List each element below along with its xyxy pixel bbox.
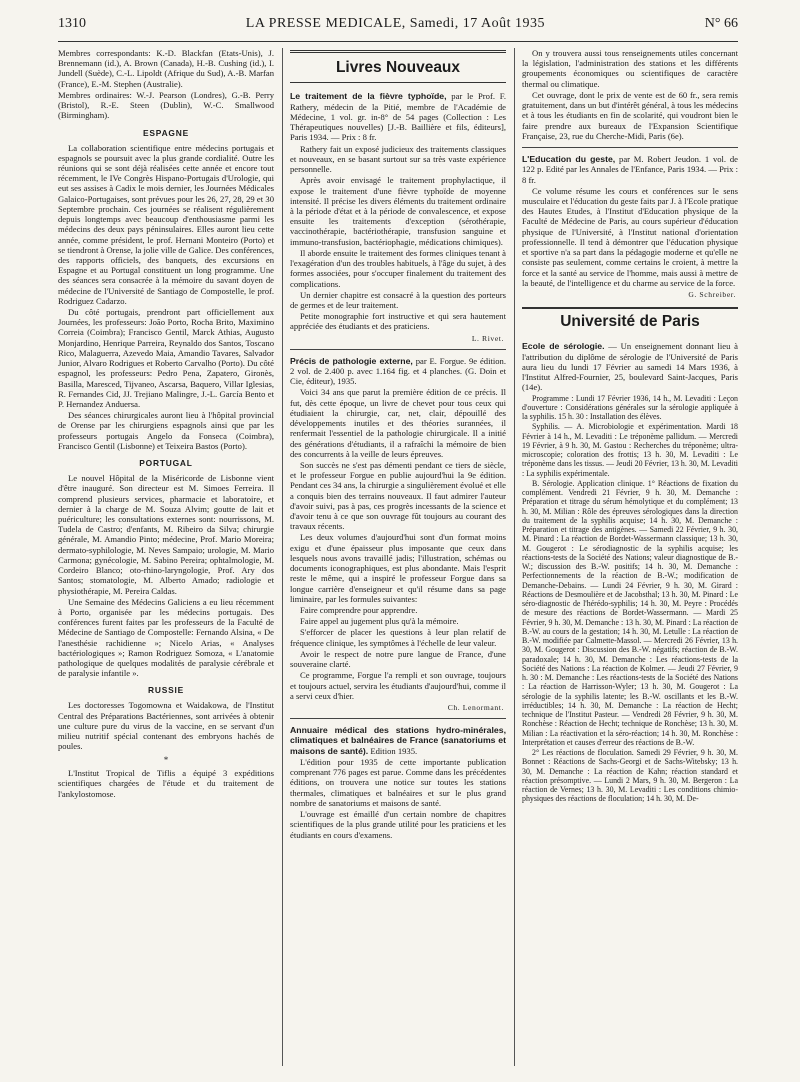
book-citation: par E. Forgue. 9e édition. 2 vol. de 2.400 p. avec 1.164 fig. et 4 planches. (G. Doin et Cie, éditeur), 1935. — [290, 355, 506, 387]
quote-line: Faire comprendre pour apprendre. — [300, 605, 418, 615]
quote-line: Faire appel au jugement plus qu'à la mémoire. — [300, 616, 459, 627]
paragraph: Un dernier chapitre est consacré à la question des porteurs de germes et de leur traitement. — [290, 289, 506, 310]
paragraph: Rathery fait un exposé judicieux des traitements classiques et nouveaux, en se basant surtout sur sa très vaste expérience personnelle. — [290, 143, 506, 175]
paragraph: Des séances chirurgicales auront lieu à l'hôpital provincial de Orense par les chirurgiens espagnols ainsi que par les professeurs portugais Angelo da Fonseca (Coimbra), Francisco Gentil (Lisbonne) et Teixeira Bastos (Porto). — [58, 410, 274, 451]
book-citation: Edition 1935. — [368, 745, 418, 756]
paragraph: Une Semaine des Médecins Galiciens a eu lieu récemment à Porto, organisée par les médecins portugais. Des conférences furent faites par les professeurs de la Faculté de Médecine de Santiago de Compostelle: Fernando Alsina, « De l'anesthésie rachidienne »; Nicelo Arias, « Analyses bactériologiques »; Ramon Rodriguez Somoza, « L'anatomie pathologique de quelques modalités de paralysie cérébrale et de paralysie infantile ». — [58, 596, 274, 679]
book-entry-heading — [522, 154, 738, 185]
paragraph: Après avoir envisagé le traitement prophylactique, il expose le traitement d'une fièvre typhoïde de moyenne intensité. Il précise les divers éléments du traitement ordinaire à la période d'état et à la période de convalescence, et expose ensuite les traitements d'exception (sérothérapie, vaccinothérapie, bactériothérapie, transfusion sanguine et immuno-transfusion, bactériophagie, médications chimiques). — [290, 175, 506, 247]
paragraph: L'Institut Tropical de Tiflis a équipé 3 expéditions scientifiques chargées de l'étude et du traitement de l'ankylostomose. — [58, 768, 274, 799]
asterisk-separator: * — [163, 754, 169, 765]
book-entry-heading — [290, 356, 506, 387]
paragraph: Son succès ne s'est pas démenti pendant ce tiers de siècle, et le professeur Forgue en publie aujourd'hui la 9e édition. Pendant ces 34 ans, la chirurgie a singulièrement évolué et elle a conquis bien des terrains nouveaux. Il faut admirer l'auteur d'avoir suivi, pas à pas, ces progrès incessants de la science et d'avoir tenu à ce que son ouvrage fût toujours au courant des travaux récents. — [290, 459, 506, 532]
ecole-intro: — Un enseignement donnant lieu à l'attribution du diplôme de sérologie de l'Université de Paris aura lieu du lundi 17 Février au samedi 14 Mars 1936, à l'Institut Alfred-Fournier, 25, boulevard Saint-Jacques, Paris (14e). — [522, 341, 738, 393]
divider — [522, 147, 738, 148]
book-title: Précis de pathologie externe, — [290, 355, 413, 366]
paragraph: Les doctoresses Togomowna et Waidakowa, de l'Institut Central des Préparations Bactériennes, sont arrivées à obtenir une culture pure du virus de la vaccine, en se servant d'un milieu nutritif spécial contenant des embryons hachés de poules. — [58, 700, 274, 752]
page-number: 1310 — [58, 16, 86, 31]
page-header — [58, 16, 738, 36]
column-right — [522, 48, 738, 805]
section-banner-livres: Livres Nouveaux — [290, 50, 506, 83]
programme-paragraph: Programme : Lundi 17 Février 1936, 14 h., M. Levaditi : Leçon d'ouverture : Considérations générales sur la sérologie appliquée à la syphilis. 15 h. 30 : Installation des élèves. — [522, 393, 738, 422]
issue-number: N° 66 — [704, 16, 738, 31]
masthead: LA PRESSE MEDICALE, Samedi, 17 Août 1935 — [245, 16, 545, 31]
ecole-heading — [522, 341, 738, 392]
paragraph: Ce programme, Forgue l'a rempli et son ouvrage, toujours et toujours actuel, servira les étudiants d'aujourd'hui, comme il a servi ceux d'hier. — [290, 670, 506, 701]
section-title-russie: RUSSIE — [148, 685, 184, 696]
quote-line: S'efforcer de placer les questions à leur plan relatif de fréquence clinique, les symptômes à l'échelle de leur valeur. — [290, 627, 506, 648]
book-citation: par le Prof. F. Rathery, médecin de la Pitié, membre de l'Académie de Médecine, 1 vol. gr. in-8° de 54 pages (Collection : Les Thérapeutiques nouvelles) [J.-B. Baillière et fils, éditeurs], Paris 1934. — Prix : 8 fr. — [290, 91, 506, 143]
section-title-portugal: PORTUGAL — [139, 458, 193, 469]
paragraph: L'ouvrage est émaillé d'un certain nombre de chapitres scientifiques de la plus grande utilité pour les praticiens et les étudiants en cours d'examens. — [290, 809, 506, 840]
book-entry-heading — [290, 725, 506, 756]
book-title: Le traitement de la fièvre typhoïde, — [290, 91, 447, 102]
section-title-espagne: ESPAGNE — [143, 127, 189, 138]
paragraph: Il aborde ensuite le traitement des formes cliniques tenant à l'exagération d'un des troubles habituels, à l'âge du sujet, à des formes associées, pour s'occuper finalement du traitement des complications. — [290, 247, 506, 289]
ecole-title: Ecole de sérologie. — [522, 341, 605, 352]
divider — [522, 307, 738, 309]
paragraph: Les deux volumes d'aujourd'hui sont d'un format moins exigu et d'une épaisseur plus imposante que ceux dans lesquels nous avons travaillé jadis; l'illustration, schémas ou documents iconographiques, est plus abondante. Mais l'esprit reste le même, qui a inspiré le professeur Forgue dans sa longue carrière d'enseigneur et qu'il résume dans sa page liminaire, par les formules suivantes: — [290, 532, 506, 604]
reviewer-signature: Ch. Lenormant. — [447, 702, 504, 712]
programme-paragraph: 2° Les réactions de floculation. Samedi 29 Février, 9 h. 30, M. Bonnet : Réactions de Sachs-Georgi et de Sachs-Witebsky; 13 h. 30, M. Demanche : La réaction de Kahn; réaction standard et réaction présomptive. — Lundi 2 Mars, 9 h. 30, M. Bergeron : La réaction de Vernes; 13 h. 30, M. Levaditi : Les conditions chimio-physiques des réactions de floculation; 14 h. 30, M. De- — [522, 748, 738, 804]
paragraph: Voici 34 ans que parut la première édition de ce précis. Il fut, dès cette époque, un livre de chevet pour tous ceux qui étudiaient la chirurgie, car, net, clair, dépouillé des développements inutiles et des théories surannées, il renfermait l'essentiel de la pathologie chirurgicale. Il a initié des générations d'étudiants, il a rafraîchi la mémoire de bien des concurrents à la veille de leurs épreuves. — [290, 387, 506, 459]
column-left — [58, 48, 274, 800]
book-title: Annuaire médical des stations hydro-minérales, climatiques et balnéaires de France (sanatoriums et maisons de santé). — [290, 725, 506, 756]
book-entry-heading — [290, 91, 506, 142]
paragraph: Cet ouvrage, dont le prix de vente est de 60 fr., sera remis gratuitement, dans un but d'intérêt général, à tous les médecins et à tous les étudiants en fin de scolarité, qui voudront bien le faire prendre aux bureaux de l'Expansion Scientifique Française, 23, rue du Cherche-Midi, Paris (6e). — [522, 89, 738, 141]
header-rule — [58, 41, 738, 42]
reviewer-signature: G. Schreiber. — [688, 289, 736, 299]
paragraph: Ce volume résume les cours et conférences sur le sens musculaire et l'éducation du geste faits par J. à l'Ecole pratique des Hautes Etudes, à l'Institut d'Education physique de la Faculté de Médecine de Paris, au cours supérieur d'éducation physique de l'Université, à l'Institut national d'orientation professionnelle. Il tend à démontrer que l'éducation physique et sportive n'a sa part dans la pédagogie moderne et qu'elle ne consiste pas seulement, comme certains le croient, à mettre la force et la santé au service de l'homme, mais aussi à mettre de la beauté, de l'intelligence et du charme au service de la force. — [522, 185, 738, 288]
paragraph: On y trouvera aussi tous renseignements utiles concernant la législation, l'administration des stations et les différents groupements économiques ou scientifiques de caractère thermal ou climatique. — [522, 48, 738, 89]
reviewer-signature: L. Rivet. — [471, 333, 504, 343]
paragraph: Le nouvel Hôpital de la Miséricorde de Lisbonne vient d'être inauguré. Son directeur est M. Simoes Ferreira. Il comprend plusieurs services, pharmacie et laboratoire, et dernier à la charge de M. Souza Alvim; goutte de lait et puériculture; les consultations externes sont: nourrissons, M. Tudela de Castro; d'enfants, M. Ribeiro da Silva; chirurgie générale, M. Amandio Pinto; médecine, Prof. Mario Moreira; dermato-syphilologie, M. Neves Sampaio; urologie, M. Mario Carmona; gynécologie, M. Sabino Pereira; ophtalmologie, M. Cordeiro Blanco; oto-rhino-laryngologie, Prof. Ary dos Santos; stomatologie, M. Alberto Amado; radiologie et physiothérapie, M. Pereira Caldas. — [58, 473, 274, 596]
paragraph: Du côté portugais, prendront part officiellement aux Journées, les professeurs: João Porto, Rocha Brito, Maximino Correia (Coimbra); Francisco Gentil, Marck Athias, Augusto Monjardino, Henrique Parreira, Reynaldo dos Santos, Toscano Rico, Malaguerra, Azevedo Maia, Amandio Tavares, Salvador Junior, Alvaro Rodrigues et Roberto Carvalho (Porto). Du côté espagnol, les professeurs: Pedro Pena, Zapatero, Gironès, Basilla, Maresced, Tijvaneo, Ascarsa, Baquero, Villar Iglesias, R. Fernandes Cid, JJ. Trejiano Malingre, J.-L. García Bento et P. Hernandez Anduersa. — [58, 307, 274, 409]
column-middle — [290, 48, 506, 841]
section-banner-universite: Université de Paris — [560, 312, 700, 330]
programme-paragraph: B. Sérologie. Application clinique. 1° Réactions de fixation du complément. Vendredi 21 Février, 9 h. 30, M. Demanche : Préparation et titrage du sérum hémolytique et du complément; 13 h. 30, M. Milian : Rôle des épreuves sérologiques dans la direction du traitement de la syphilis acquise; 14 h. 30, M. Demanche : Préparation et titrage des antigènes. — Samedi 22 Février, 9 h. 30, M. Pinard : La réaction de Bordet-Wassermann classique; 13 h. 30, M. Gougerot : Le sérodiagnostic de la syphilis acquise; les réactions-tests de la Société des Nations; valeur diagnostique de B.-W.; discussion des B.-W. positifs; 14 h. 30, M. Demanche : Perfectionnements de la réaction de B.-W.; modification de Demanche-Debains. — Lundi 24 Février, 9 h. 30, M. Girard : Réactions de Desmoulière et de Jacobsthal; 13 h. 30, M. Pinard : Le séro-diagnostic de l'hérédo-syphilis; 14 h. 30, M. Peyre : Procédés de mesure des réactions de Bordet-Wassermann. — Mardi 25 Février, 9 h. 30, M. Demanche : 13 h. 30, M. Pinard : La réaction de B.-W. au cours de la gestation; 14 h. 30, M. Letulle : La réaction de B.-W. modifiée par Calmette-Massol. — Mercredi 26 Février, 13 h. 30, M. Gougerot : Discussion des B.-W. négatifs; réaction de B.-W. paradoxale; 14 h. 30, M. Demanche : Les réactions-tests de la Société des Nations : La réaction de Kolmer. — Jeudi 27 Février, 9 h. 30 : M. Demanche : Les réactions-tests de la Société des Nations : La réaction de Harrisson-Wyler; 13 h. 30, M. Gougerot : La sérologie de la syphilis latente; les B.-W. oscillants et les B.-W. irréductibles; 14 h. 30, M. Demanche : La réaction de Hecht; technique de l'Institut Pasteur. — Vendredi 28 Février, 9 h. 30, M. Ronchèse : Réaction de Hecht; technique de Ronchèse; 13 h. 30, M. Milian : La réactivation et la séro-réaction; 14 h. 30, M. Ronchèse : Interprétation et causes d'erreur des réactions de B.-W. — [522, 478, 738, 747]
programme-paragraph: Syphilis. — A. Microbiologie et expérimentation. Mardi 18 Février à 14 h., M. Levaditi : Le tréponème pallidum. — Mercredi 19 Février, à 9 h. 30, M. Gastou : Recherches du tréponème; ultra-microscopie; coloration des frottis; 13 h. 30, M. Levaditi : Le tréponème dans les tissus. — Jeudi 20 Février, 13 h. 30, M. Levaditi : La syphilis expérimentale. — [522, 422, 738, 478]
book-citation: par M. Robert Jeudon. 1 vol. de 122 p. Edité par les Annales de l'Enfance, Paris 1934. — Prix : 8 fr. — [522, 153, 738, 185]
book-title: L'Education du geste, — [522, 153, 616, 164]
column-divider-2 — [514, 48, 515, 1066]
membres-correspondants: Membres correspondants: K.-D. Blackfan (Etats-Unis), J. Brennemann (id.), A. Brown (Canada), H.-B. Cushing (id.), I. Jundell (Suède), C.-L. Lipoldt (Afrique du Sud), A.-B. Marfan (France), E.-M. Stephen (Australie). — [58, 48, 274, 89]
membres-ordinaires: Membres ordinaires: W.-J. Pearson (Londres), G.-B. Perry (Bristol), R.-E. Steen (Dublin), W.-C. Smallwood (Birmingham). — [58, 89, 274, 121]
paragraph: La collaboration scientifique entre médecins portugais et espagnols se poursuit avec la plus grande cordialité. Outre les réunions qui se sont déjà réalisées cette année et encore tout récemment, le IVe Congrès Hispano-Portugais d'Urologie, qui eut ses assises à Cadix le mois dernier, les Journées Médicales Galaico-Portugaises, sont prévues pour les 26, 27, 28, 29 et 30 Septembre prochain. Ces journées se réalisent régulièrement depuis longtemps avec beaucoup d'enthousiasme parmi les médecins des deux pays péninsulaires. Elles auront lieu cette année, comme président, le prof. Hernani Monteiro (Porto) et se tiendront à Orense, la jolie ville de Galice. Des conférences, des rapports officiels, des banquets, des excursions en Espagne et au Portugal constituent un long programme. Une des séances sera consacrée à la mémoire du savant doyen de médecine de l'Université de Santiago de Compostelle, le prof. Rodriguez Cadarzo. — [58, 142, 274, 306]
paragraph: L'édition pour 1935 de cette importante publication comprenant 776 pages est parue. Comme dans les précédentes éditions, on trouvera une notice sur toutes les stations thermales, climatiques et balnéaires et sur le plus grand nombre de sanatoriums et maisons de santé. — [290, 757, 506, 808]
quote-line: Avoir le respect de notre pure langue de France, d'une souveraine clarté. — [290, 648, 506, 670]
column-divider-1 — [282, 48, 283, 1066]
divider — [290, 349, 506, 350]
divider — [290, 718, 506, 719]
paragraph: Petite monographie fort instructive et qui sera hautement appréciée des étudiants et des praticiens. — [290, 311, 506, 332]
